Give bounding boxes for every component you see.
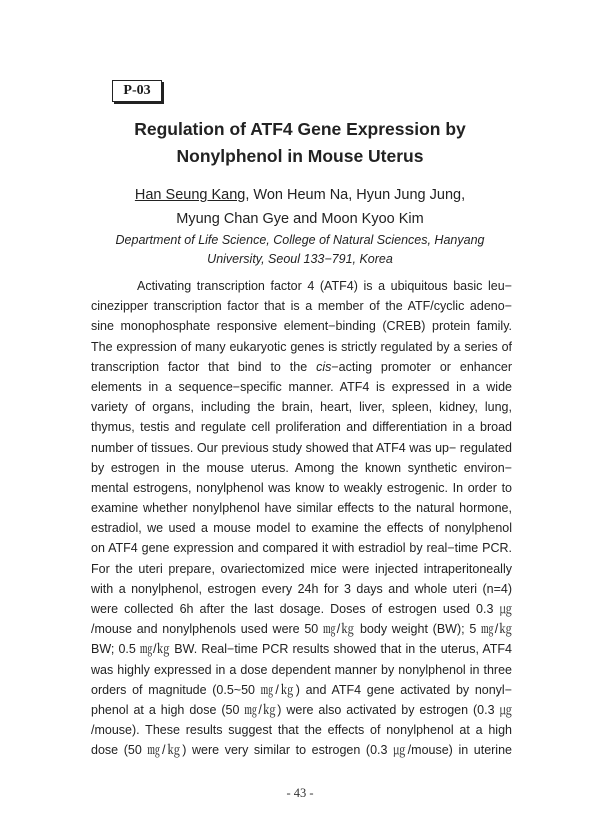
title-line-1: Regulation of ATF4 Gene Expression by [134, 119, 466, 139]
affiliation [40, 231, 560, 269]
abstract-line: orders of magnitude (0.5~50 ㎎/㎏) and ATF4 gene activated by nonyl− [91, 682, 512, 697]
abstract-line: Activating transcription factor 4 (ATF4) is a ubiquitous basic leu− [137, 279, 512, 293]
abstract-line: were collected 6h after the last dosage. Doses of estrogen used 0.3 ㎍ [91, 602, 512, 616]
affiliation-line-2: University, Seoul 133−791, Korea [207, 252, 393, 266]
abstract-line: /mouse and nonylphenols used were 50 ㎎/㎏ body weight (BW); 5 ㎎/㎏ [91, 622, 512, 637]
abstract-line: was highly expressed in a dose dependent manner by nonylphenol in three [91, 662, 512, 677]
presenting-author: Han Seung Kang [134, 187, 246, 203]
authors-line-2: Myung Chan Gye and Moon Kyoo Kim [176, 211, 424, 227]
abstract-body [91, 276, 512, 761]
page-number: - 43 - [286, 786, 314, 800]
title-line-2: Nonylphenol in Mouse Uterus [176, 146, 424, 166]
abstract-line: thymus, testis and regulate cell proliferation and differentiation in a broad [91, 420, 512, 435]
abstract-line: number of tissues. Our previous study showed that ATF4 was up− regulated [91, 440, 512, 455]
abstract-line: transcription factor that bind to the cis−acting promoter or enhancer [91, 359, 512, 374]
poster-code-badge: P-03 [112, 80, 162, 102]
abstract-line: For the uteri prepare, ovariectomized mice were injected intraperitoneally [91, 561, 512, 576]
abstract-line: examine whether nonylphenol have similar effects to the natural hormone, [91, 501, 512, 516]
abstract-line: elements in a sequence−specific manner. ATF4 is expressed in a wide [91, 379, 512, 394]
abstract-line: mental estrogens, nonylphenol was know to weakly estrogenic. In order to [91, 480, 512, 495]
authors-line-1-rest: , Won Heum Na, Hyun Jung Jung, [245, 187, 466, 203]
abstract-line: cinezipper transcription factor that is a member of the ATF/cyclic adeno− [91, 299, 512, 314]
abstract-line: BW; 0.5 ㎎/㎏ BW. Real−time PCR results showed that in the uterus, ATF4 [91, 642, 512, 657]
affiliation-line-1: Department of Life Science, College of Natural Sciences, Hanyang [115, 233, 485, 247]
authors-line-1 [40, 183, 560, 207]
abstract-line: dose (50 ㎎/㎏) were very similar to estrogen (0.3 ㎍/mouse) in uterine [91, 743, 512, 758]
author-list [40, 183, 560, 231]
abstract-line: phenol at a high dose (50 ㎎/㎏) were also activated by estrogen (0.3 ㎍ [91, 702, 512, 717]
abstract-line: by estrogen in the mouse uterus. Among the known synthetic environ− [91, 460, 512, 475]
abstract-line: on ATF4 gene expression and compared it with estradiol by real−time PCR. [91, 541, 512, 556]
paper-title [40, 116, 560, 170]
abstract-line: /mouse). These results suggest that the effects of nonylphenol at a high [91, 723, 512, 738]
abstract-line: variety of organs, including the brain, heart, liver, spleen, kidney, lung, [91, 400, 512, 415]
abstract-line: estradiol, we used a mouse model to examine the effects of nonylphenol [91, 521, 512, 536]
abstract-line: sine monophosphate responsive element−binding (CREB) protein family. [91, 319, 512, 334]
abstract-line: with a nonylphenol, estrogen every 24h for 3 days and whole uteri (n=4) [91, 581, 512, 596]
abstract-line: The expression of many eukaryotic genes is strictly regulated by a series of [91, 339, 512, 354]
